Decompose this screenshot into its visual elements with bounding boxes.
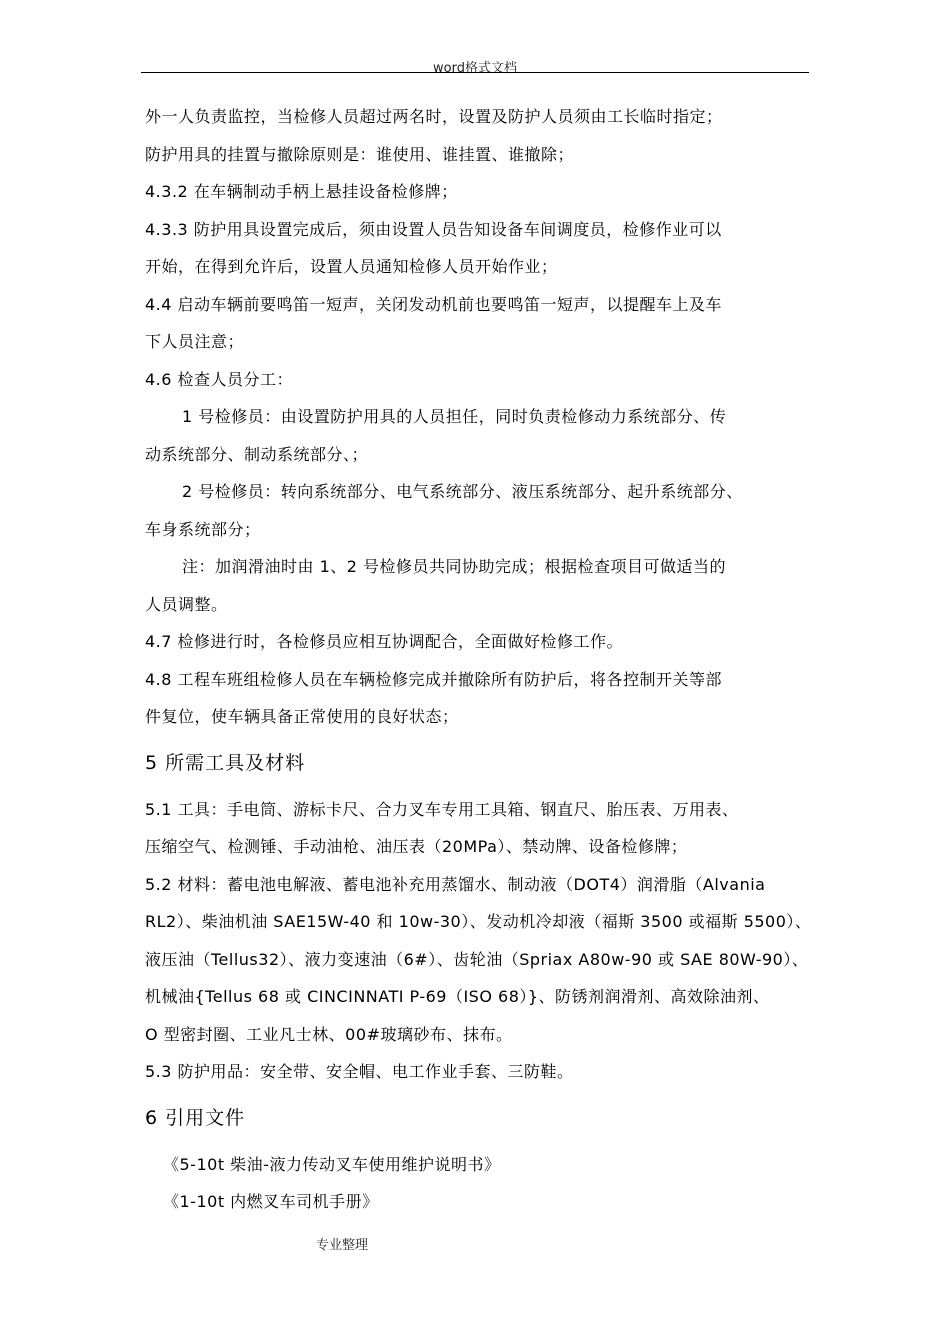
header-rule <box>141 72 809 73</box>
section-heading: 5 所需工具及材料 <box>145 751 306 774</box>
paragraph-line: 1 号检修员：由设置防护用具的人员担任，同时负责检修动力系统部分、传 <box>182 407 727 426</box>
page-header: word格式文档 <box>433 61 517 76</box>
paragraph-line: 4.3.2 在车辆制动手柄上悬挂设备检修牌； <box>145 182 458 201</box>
paragraph-line: 人员调整。 <box>145 594 228 614</box>
paragraph-line: 动系统部分、制动系统部分、； <box>145 444 369 464</box>
document-body <box>145 98 811 1221</box>
paragraph-line: 4.6 检查人员分工： <box>145 369 294 389</box>
paragraph-line: 车身系统部分； <box>145 519 261 539</box>
paragraph-line: 4.4 启动车辆前要鸣笛一短声，关闭发动机前也要鸣笛一短声，以提醒车上及车 <box>145 294 723 314</box>
paragraph-line: 液压油（Tellus32）、液力变速油（6#）、齿轮油（Spriax A80w-90 或 SAE 80W-90）、 <box>145 949 809 969</box>
page-footer: 专业整理 <box>316 1238 369 1253</box>
paragraph-line: 件复位，使车辆具备正常使用的良好状态； <box>145 707 459 726</box>
paragraph-line: 4.8 工程车班组检修人员在车辆检修完成并撤除所有防护后，将各控制开关等部 <box>145 669 723 689</box>
paragraph-line: 4.7 检修进行时，各检修员应相互协调配合，全面做好检修工作。 <box>145 632 624 651</box>
section-heading: 6 引用文件 <box>145 1106 246 1129</box>
paragraph-line: 下人员注意； <box>145 332 245 351</box>
paragraph-line: 机械油{Tellus 68 或 CINCINNATI P-69（ISO 68）}、防锈剂润滑剂、高效除油剂、 <box>145 987 770 1006</box>
paragraph-line: 外一人负责监控，当检修人员超过两名时，设置及防护人员须由工长临时指定； <box>145 107 723 126</box>
paragraph-line: 5.2 材料：蓄电池电解液、蓄电池补充用蒸馏水、制动液（DOT4）润滑脂（Alvania <box>145 874 766 894</box>
paragraph-line: 开始，在得到允许后，设置人员通知检修人员开始作业； <box>145 257 558 276</box>
paragraph-line: 5.1 工具：手电筒、游标卡尺、合力叉车专用工具箱、钢直尺、胎压表、万用表、 <box>145 799 739 819</box>
paragraph-line: 防护用具的挂置与撤除原则是：谁使用、谁挂置、谁撤除； <box>145 144 575 164</box>
reference-item: 《5-10t 柴油-液力传动叉车使用维护说明书》 <box>163 1154 501 1174</box>
paragraph-line: O 型密封圈、工业凡士林、00#玻璃砂布、抹布。 <box>145 1024 513 1044</box>
paragraph-line: 2 号检修员：转向系统部分、电气系统部分、液压系统部分、起升系统部分、 <box>182 482 743 501</box>
reference-item: 《1-10t 内燃叉车司机手册》 <box>163 1192 379 1211</box>
paragraph-line: RL2）、柴油机油 SAE15W-40 和 10w-30）、发动机冷却液（福斯 3500 或福斯 5500）、 <box>145 912 812 931</box>
paragraph-line: 4.3.3 防护用具设置完成后，须由设置人员告知设备车间调度员，检修作业可以 <box>145 219 722 239</box>
paragraph-line: 注：加润滑油时由 1、2 号检修员共同协助完成；根据检查项目可做适当的 <box>182 557 727 576</box>
paragraph-line: 5.3 防护用品：安全带、安全帽、电工作业手套、三防鞋。 <box>145 1062 574 1081</box>
paragraph-line: 压缩空气、检测锤、手动油枪、油压表（20MPa）、禁动牌、设备检修牌； <box>145 837 688 856</box>
